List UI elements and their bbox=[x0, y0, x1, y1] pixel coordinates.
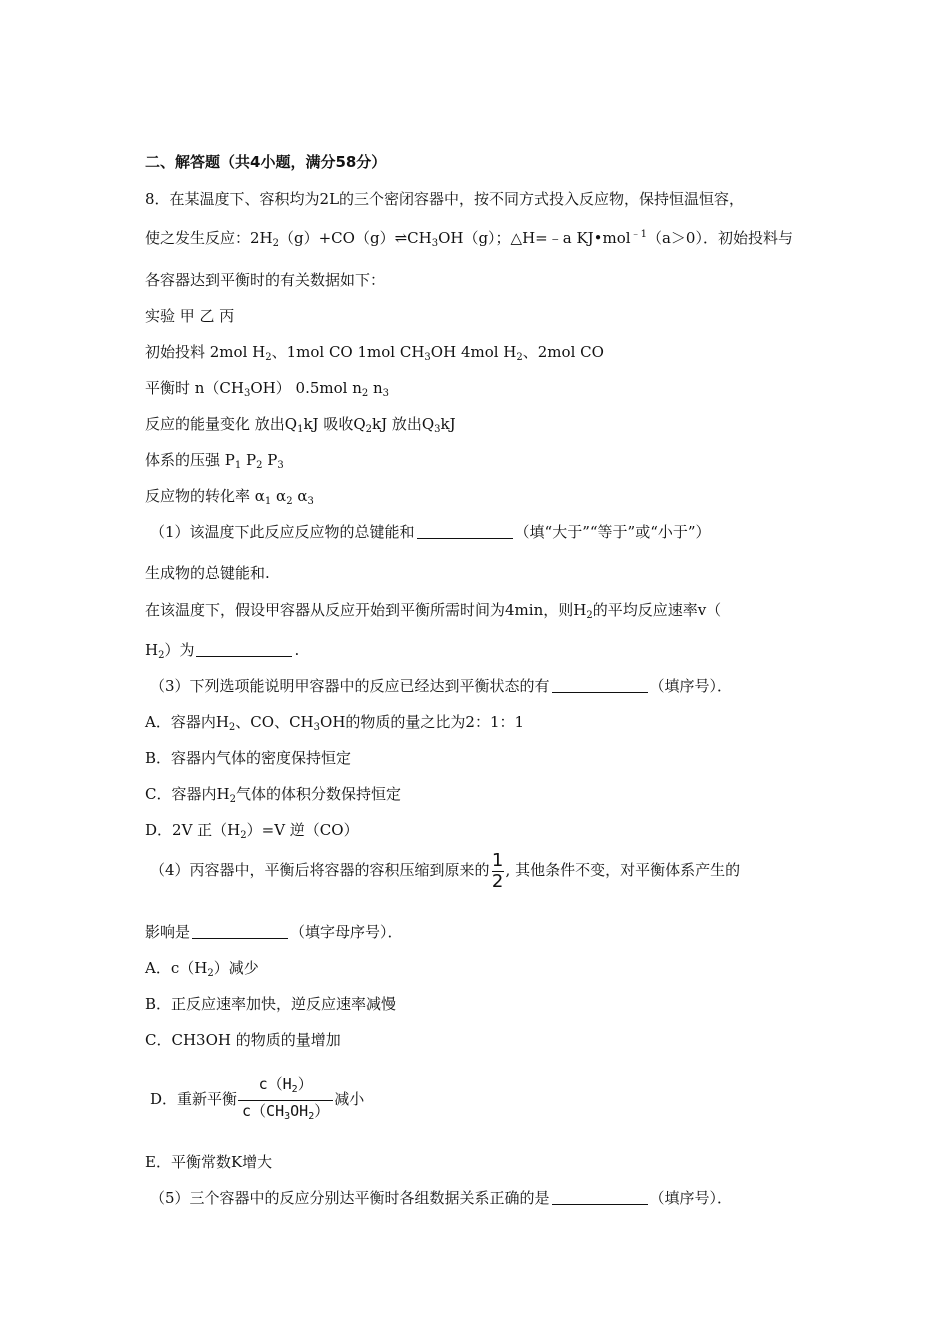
question-8-reaction-line: 使之发生反应：$2H_2(g)+CO(g)\rightleftharpoons CH_3OH(g)$；△H=﹣a KJ•mol$^{﹣1}$（a＞0）．初始投料与 bbox=[145, 229, 793, 249]
table-header-row: 实验 甲 乙 丙 bbox=[145, 307, 235, 325]
part-1-question: （1）该温度下此反应反应物的总键能和 （填“大于”“等于”或“小于”） bbox=[150, 523, 711, 541]
answer-blank-3[interactable] bbox=[552, 678, 648, 693]
part-4-option-c: C．CH3OH 的物质的量增加 bbox=[145, 1031, 341, 1049]
table-row-pressure: 体系的压强 $P_1$ $P_2$ $P_3$ bbox=[145, 451, 284, 471]
answer-blank-1[interactable] bbox=[417, 524, 513, 539]
part-4-option-d: D．重新平衡 $\frac{c(H_2)}{c(CH_3OH_2)}$ 减小 bbox=[150, 1070, 364, 1128]
table-row-energy-change: 反应的能量变化 放出$Q_1kJ$ 吸收$Q_2kJ$ 放出$Q_3kJ$ bbox=[145, 415, 456, 435]
table-row-equilibrium-n: 平衡时 $n(CH_3OH)$ 0.5mol $n_2$ $n_3$ bbox=[145, 379, 390, 399]
part-3-option-b: B．容器内气体的密度保持恒定 bbox=[145, 749, 352, 767]
concentration-ratio-fraction: $\frac{c(H_2)}{c(CH_3OH_2)}$ bbox=[238, 1074, 333, 1127]
part-4-question: （4）丙容器中，平衡后将容器的容积压缩到原来的 $\frac{1}{2}$ , 其他条件不变，对平衡体系产生的 bbox=[150, 849, 741, 892]
part-4-option-a: A．$c(H_2)$减少 bbox=[145, 959, 259, 979]
answer-blank-4[interactable] bbox=[192, 924, 288, 939]
part-3-option-c: C．容器内$H_2$气体的体积分数保持恒定 bbox=[145, 785, 401, 805]
part-4-continuation: 影响是 （填字母序号）． bbox=[145, 923, 403, 941]
part-3-option-d: D．2V 正$(H_2)=V$ 逆（CO） bbox=[145, 821, 359, 841]
table-row-conversion: 反应物的转化率 $\alpha_1$ $\alpha_2$ $\alpha_3$ bbox=[145, 487, 314, 507]
part-2-question: 在该温度下，假设甲容器从反应开始到平衡所需时间为4min，则$H_2$的平均反应速率v（ bbox=[145, 601, 722, 621]
part-1-continuation: 生成物的总键能和. bbox=[145, 564, 270, 582]
answer-blank-2[interactable] bbox=[196, 642, 292, 657]
part-3-option-a: A．容器内$H_2$、CO、$CH_3OH$的物质的量之比为2：1：1 bbox=[145, 713, 525, 733]
part-4-option-e: E．平衡常数K增大 bbox=[145, 1153, 273, 1171]
part-3-question: （3）下列选项能说明甲容器中的反应已经达到平衡状态的有 （填序号）． bbox=[150, 677, 733, 695]
fraction-one-half: $\frac{1}{2}$ bbox=[491, 849, 504, 892]
part-4-option-b: B．正反应速率加快，逆反应速率减慢 bbox=[145, 995, 397, 1013]
part-5-question: （5）三个容器中的反应分别达平衡时各组数据关系正确的是 （填序号）． bbox=[150, 1189, 733, 1207]
answer-blank-5[interactable] bbox=[552, 1190, 648, 1205]
question-8-intro-line3: 各容器达到平衡时的有关数据如下： bbox=[145, 271, 386, 289]
section-title: 二、解答题（共4小题，满分58分） bbox=[145, 153, 387, 171]
part-2-continuation: $H_2$）为 . bbox=[145, 641, 300, 661]
question-8-intro-line1: 8．在某温度下、容积均为2L的三个密闭容器中，按不同方式投入反应物，保持恒温恒容， bbox=[145, 190, 745, 208]
table-row-initial-feed: 初始投料 2mol $H_2$、1mol CO 1mol $CH_3OH$ 4mol $H_2$、2mol CO bbox=[145, 343, 604, 363]
